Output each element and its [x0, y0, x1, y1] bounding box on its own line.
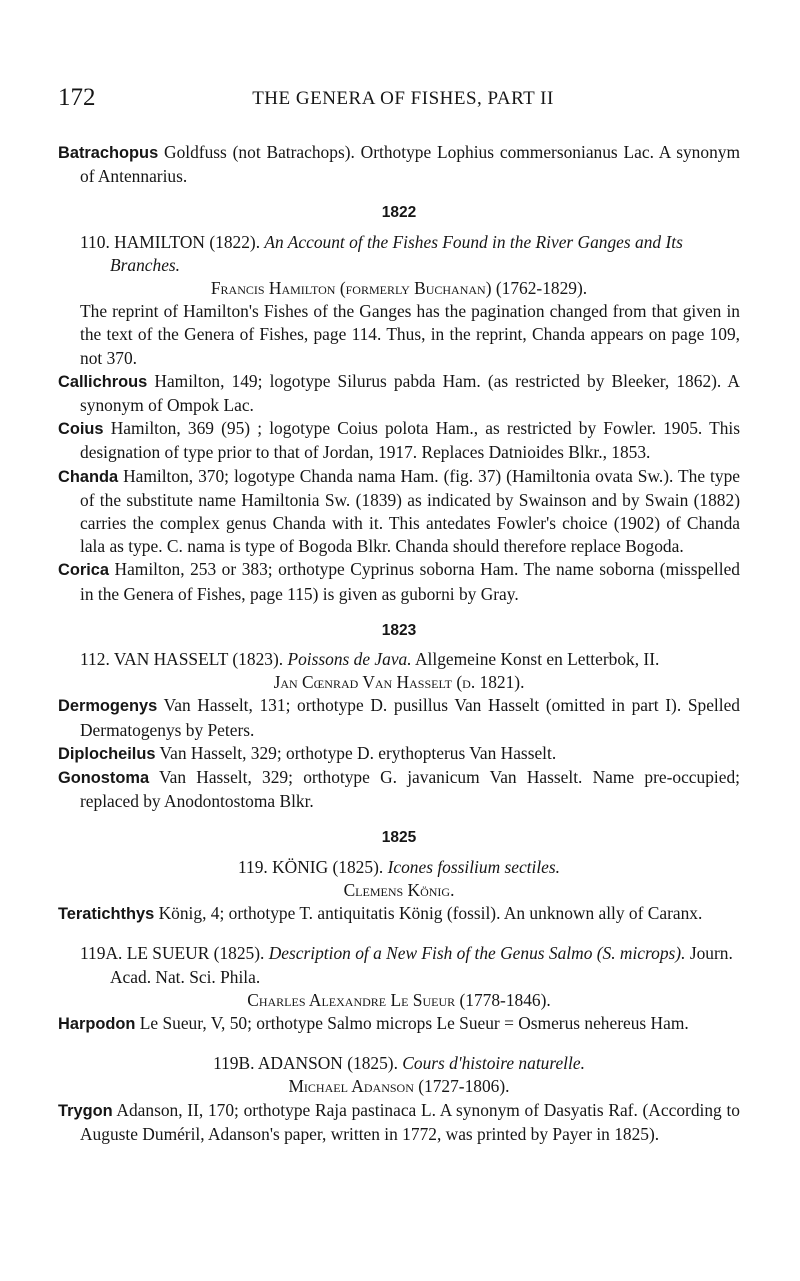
reference-author: HAMILTON (1822).	[114, 231, 261, 252]
entry-gonostoma	[58, 766, 740, 813]
running-head: THE GENERA OF FISHES, PART II	[252, 88, 554, 109]
genus-name: Batrachopus	[58, 144, 159, 162]
reference-title: Cours d'histoire naturelle.	[402, 1053, 585, 1074]
genus-name: Callichrous	[58, 372, 148, 391]
reference-heading	[58, 648, 740, 671]
genus-name: Trygon	[58, 1101, 113, 1120]
reference-heading	[58, 942, 740, 988]
reference-119a	[58, 942, 740, 1012]
entry-trygon	[58, 1099, 740, 1146]
reference-person: Clemens König.	[343, 879, 455, 900]
genus-name: Chanda	[58, 467, 119, 486]
reference-heading	[58, 231, 740, 277]
entry-callichrous	[58, 370, 740, 417]
entry-text: Van Hasselt, 329; orthotype G. javanicum Van Hasselt. Name pre-occupied; replaced by Anodontostoma Blkr.	[80, 767, 740, 812]
reference-person: Charles Alexandre Le Sueur (1778-1846).	[247, 989, 551, 1010]
entry-text: Hamilton, 369 (95) ; logotype Coius polota Ham., as restricted by Fowler. 1905. This designation of type prior to that of Jordan, 1917. Replaces Datnioides Blkr., 1853.	[80, 418, 740, 463]
genus-name: Gonostoma	[58, 769, 150, 788]
reference-119b	[58, 1052, 740, 1098]
reference-person: Francis Hamilton (formerly Buchanan) (1762-1829).	[210, 278, 588, 299]
reference-110	[58, 231, 740, 370]
reference-title: Poissons de Java.	[287, 649, 412, 670]
reference-source: Allgemeine Konst en Letterbok, II.	[415, 649, 660, 670]
entry-text: Van Hasselt, 329; orthotype D. erythopterus Van Hasselt.	[159, 742, 557, 763]
reference-author: KÖNIG (1825).	[272, 856, 384, 877]
genus-name: Coius	[58, 420, 104, 439]
entry-text: Hamilton, 253 or 383; orthotype Cyprinus soborna Ham. The name soborna (misspelled in the Genera of Fishes, page 115) is given as guborni by Gray.	[80, 559, 740, 604]
reference-person: Michael Adanson (1727-1806).	[288, 1076, 510, 1097]
entry-chanda	[58, 465, 740, 559]
entry-harpodon	[58, 1012, 740, 1036]
reference-person: Jan Cœnrad Van Hasselt (d. 1821).	[273, 672, 525, 693]
reference-number: 110.	[80, 231, 110, 252]
reference-number: 119.	[237, 856, 268, 877]
reference-number: 119B.	[213, 1053, 255, 1074]
reference-119	[58, 856, 740, 902]
reference-source: Journ. Acad. Nat. Sci. Phila.	[110, 943, 733, 987]
reference-title: Icones fossilium sectiles.	[387, 856, 561, 877]
entry-diplocheilus	[58, 742, 740, 766]
genus-name: Dermogenys	[58, 697, 158, 716]
entry-text: Le Sueur, V, 50; orthotype Salmo microps Le Sueur = Osmerus nehereus Ham.	[139, 1012, 689, 1033]
entry-text: Van Hasselt, 131; orthotype D. pusillus Van Hasselt (omitted in part I). Spelled Dermatogenys by Peters.	[80, 695, 740, 740]
reference-title: Description of a New Fish of the Genus Salmo (S. microps).	[268, 943, 686, 964]
entry-text: Hamilton, 370; logotype Chanda nama Ham. (fig. 37) (Hamiltonia ovata Sw.). The type of the substitute name Hamiltonia Sw. (1839) as indicated by Swainson and by Swain (1882) carries the complex genus Chanda with it. This antedates Fowler's choice (1902) of Chanda lala as type. C. nama is type of Bogoda Blkr. Chanda should therefore replace Bogoda.	[80, 465, 740, 557]
entry-text: Adanson, II, 170; orthotype Raja pastinaca L. A synonym of Dasyatis Raf. (According to Auguste Duméril, Adanson's paper, written in 1772, was printed by Payer in 1825).	[80, 1099, 740, 1144]
year-heading-1822: 1822	[381, 204, 417, 222]
reference-112	[58, 648, 740, 694]
reference-author: LE SUEUR (1825).	[126, 943, 265, 964]
reference-author: VAN HASSELT (1823).	[113, 649, 284, 670]
reference-note: The reprint of Hamilton's Fishes of the Ganges has the pagination changed from that given in the text of the Genera of Fishes, page 114. Thus, in the reprint, Chanda appears on page 109, not 370.	[80, 301, 740, 368]
reference-number: 119A.	[80, 943, 123, 964]
genus-name: Teratichthys	[58, 905, 155, 924]
genus-name: Harpodon	[58, 1014, 136, 1033]
reference-author: ADANSON (1825).	[257, 1053, 398, 1074]
reference-title: An Account of the Fishes Found in the River Ganges and Its Branches.	[110, 231, 683, 275]
page-body	[58, 141, 740, 1146]
entry-batrachopus	[58, 141, 740, 188]
entry-text: Goldfuss (not Batrachops). Orthotype Lophius commersonianus Lac. A synonym of Antennarius.	[80, 142, 740, 187]
genus-name: Corica	[58, 561, 110, 580]
entry-coius	[58, 417, 740, 464]
entry-text: Hamilton, 149; logotype Silurus pabda Ham. (as restricted by Bleeker, 1862). A synonym of Ompok Lac.	[80, 370, 740, 416]
page-number: 172	[58, 84, 96, 111]
reference-heading	[58, 1052, 740, 1075]
reference-number: 112.	[80, 649, 110, 670]
entry-corica	[58, 558, 740, 605]
page-header	[58, 84, 748, 114]
year-heading-1823: 1823	[381, 621, 417, 639]
genus-name: Diplocheilus	[58, 744, 156, 763]
entry-teratichthys	[58, 902, 740, 926]
reference-heading	[58, 856, 740, 879]
entry-dermogenys	[58, 694, 740, 741]
year-heading-1825: 1825	[381, 829, 417, 847]
entry-text: König, 4; orthotype T. antiquitatis König (fossil). An unknown ally of Caranx.	[158, 903, 703, 924]
